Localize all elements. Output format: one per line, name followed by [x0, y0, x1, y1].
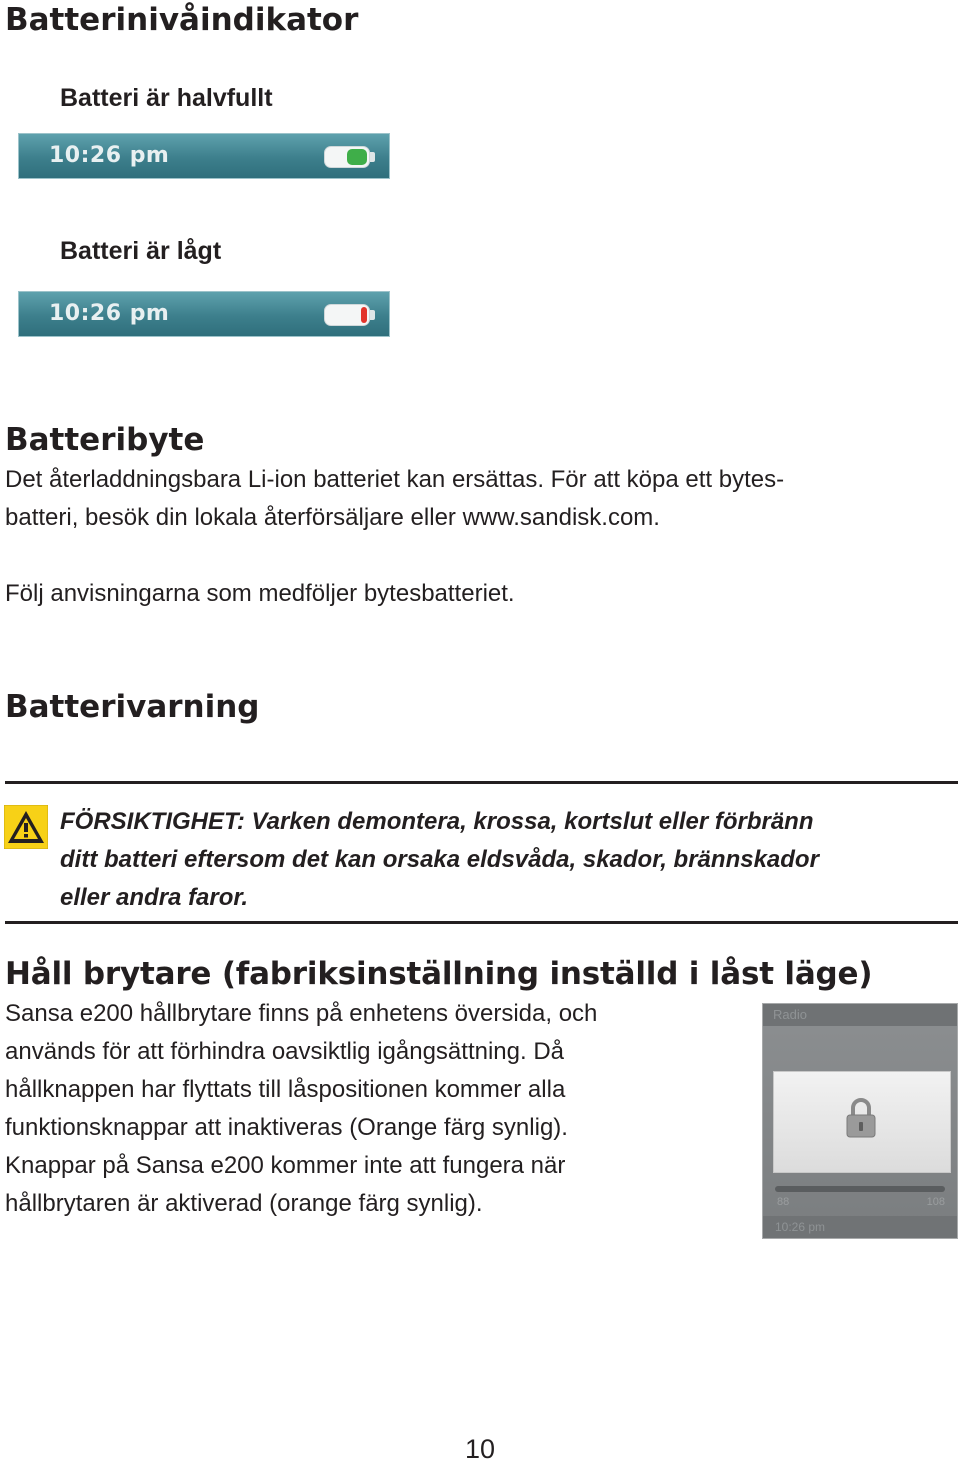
warning-icon — [4, 805, 48, 849]
caution-line: ditt batteri eftersom det kan orsaka eldsvåda, skador, brännskador — [60, 846, 819, 873]
caution-text — [60, 803, 955, 917]
label-battery-half-full: Batteri är halvfullt — [60, 84, 273, 112]
battery-level-half — [347, 149, 367, 165]
paragraph-line: hållknappen har flyttats till låspositionen kommer alla — [5, 1076, 566, 1103]
status-bar-half-full — [18, 133, 390, 179]
section-heading-battery-warning: Batterivarning — [5, 689, 260, 725]
battery-tip — [370, 310, 375, 320]
section-heading-battery-indicator: Batterinivåindikator — [5, 2, 359, 38]
page-number: 10 — [464, 1434, 496, 1464]
battery-level-low — [361, 307, 367, 323]
paragraph-line: Sansa e200 hållbrytare finns på enhetens översida, och — [5, 1000, 598, 1027]
caution-line: eller andra faror. — [60, 884, 249, 911]
paragraph-line: används för att förhindra oavsiktlig igångsättning. Då — [5, 1038, 564, 1065]
follow-instructions-text: Följ anvisningarna som medföljer bytesbatteriet. — [5, 580, 515, 607]
battery-tip — [370, 152, 375, 162]
lock-icon — [844, 1096, 878, 1140]
status-time: 10:26 pm — [49, 143, 170, 168]
section-heading-battery-replacement: Batteribyte — [5, 422, 205, 458]
device-hold-screen — [762, 1003, 958, 1239]
lock-dialog — [773, 1071, 951, 1173]
paragraph-line: Det återladdningsbara Li-ion batteriet kan ersättas. För att köpa ett bytes- — [5, 466, 785, 493]
device-screen-title: Radio — [763, 1004, 957, 1026]
divider-bottom — [5, 921, 958, 924]
device-status-row — [763, 1216, 957, 1238]
status-time: 10:26 pm — [49, 301, 170, 326]
paragraph-line: Knappar på Sansa e200 kommer inte att fungera när — [5, 1152, 566, 1179]
slider-max-value: 108 — [926, 1196, 945, 1208]
paragraph-line: batteri, besök din lokala återförsäljare eller www.sandisk.com. — [5, 504, 660, 531]
slider-min-value: 88 — [777, 1196, 790, 1208]
battery-icon — [324, 146, 370, 168]
battery-icon — [324, 304, 370, 326]
section-heading-hold-switch: Håll brytare (fabriksinställning inställd i låst läge) — [5, 956, 873, 992]
divider-top — [5, 781, 958, 784]
label-battery-low: Batteri är lågt — [60, 237, 222, 265]
paragraph-line: funktionsknappar att inaktiveras (Orange färg synlig). — [5, 1114, 568, 1141]
frequency-slider — [775, 1186, 945, 1192]
device-time: 10:26 pm — [775, 1220, 826, 1234]
status-bar-low — [18, 291, 390, 337]
paragraph-line: hållbrytaren är aktiverad (orange färg synlig). — [5, 1190, 483, 1217]
caution-line: FÖRSIKTIGHET: Varken demontera, krossa, kortslut eller förbränn — [60, 808, 814, 835]
